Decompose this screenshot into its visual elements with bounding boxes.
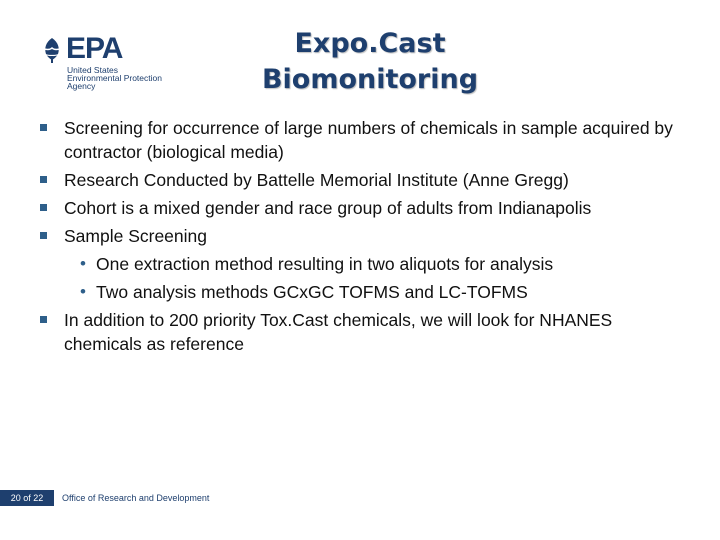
page-number: 20 of 22 — [0, 490, 54, 506]
bullet-item — [40, 308, 690, 356]
slide-title-line-1: Expo.Cast — [294, 28, 446, 59]
square-bullet-icon — [40, 232, 47, 239]
sub-bullet-item — [40, 252, 690, 276]
epa-wordmark: EPA — [66, 32, 123, 65]
bullet-item — [40, 196, 690, 220]
square-bullet-icon — [40, 124, 47, 131]
slide-title-line-2: Biomonitoring — [261, 64, 479, 95]
agency-line-2: Environmental Protection — [67, 73, 162, 83]
sub-bullet-item — [40, 280, 690, 304]
epa-agency-name — [67, 66, 197, 90]
agency-line-1: United States — [67, 65, 119, 75]
square-bullet-icon — [40, 204, 47, 211]
agency-line-3: Agency — [67, 81, 96, 91]
slide-title — [240, 26, 500, 98]
sub-bullet-text: Two analysis methods GCxGC TOFMS and LC-TOFMS — [96, 282, 528, 302]
slide-body — [40, 116, 690, 360]
epa-flower-icon — [40, 36, 64, 64]
sub-bullet-text: One extraction method resulting in two aliquots for analysis — [96, 254, 554, 274]
bullet-text: Sample Screening — [64, 226, 207, 246]
bullet-item — [40, 224, 690, 248]
bullet-text: Screening for occurrence of large numbers of chemicals in sample acquired by contractor (biological media) — [64, 118, 673, 162]
square-bullet-icon — [40, 176, 47, 183]
slide-footer — [0, 490, 720, 506]
bullet-item — [40, 168, 690, 192]
dot-bullet-icon: • — [80, 254, 86, 273]
bullet-item — [40, 116, 690, 164]
bullet-text: Cohort is a mixed gender and race group of adults from Indianapolis — [64, 198, 592, 218]
square-bullet-icon — [40, 316, 47, 323]
bullet-text: In addition to 200 priority Tox.Cast chemicals, we will look for NHANES chemicals as reference — [64, 310, 613, 354]
dot-bullet-icon: • — [80, 282, 86, 301]
epa-logo — [40, 34, 190, 94]
office-label: Office of Research and Development — [62, 493, 210, 503]
bullet-text: Research Conducted by Battelle Memorial Institute (Anne Gregg) — [64, 170, 569, 190]
